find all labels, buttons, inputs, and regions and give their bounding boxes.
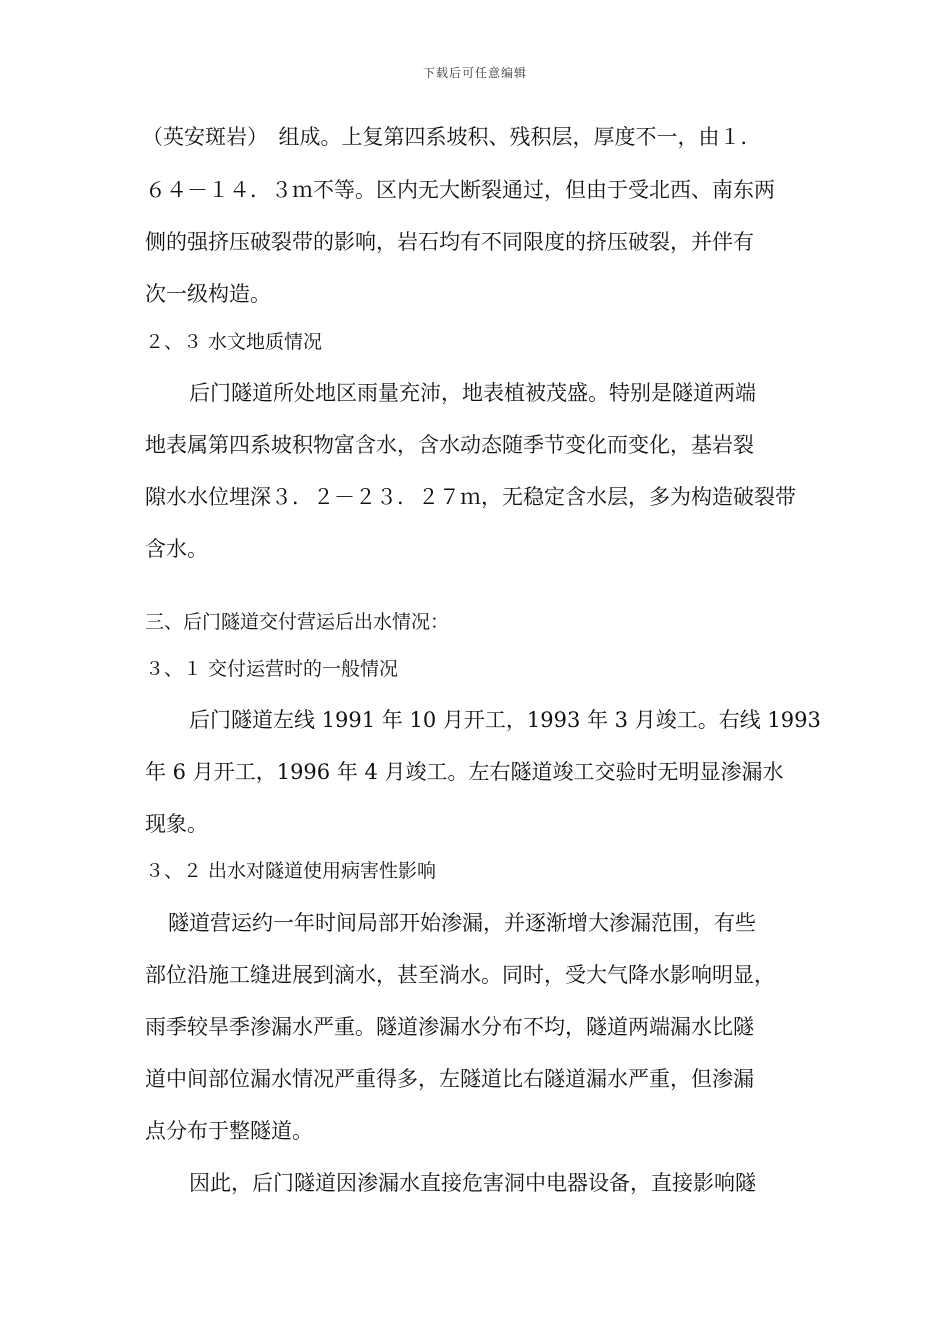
paragraph-line: 次一级构造。 [145, 282, 271, 306]
section-heading-3-1: ３、１ 交付运营时的一般情况 [145, 658, 399, 680]
paragraph-line: 隙水水位埋深３．２－２３．２７ｍ，无稳定含水层，多为构造破裂带 [145, 485, 796, 509]
chapter-heading-3: 三、后门隧道交付营运后出水情况： [145, 611, 450, 633]
paragraph-line: 雨季较旱季渗漏水严重。隧道渗漏水分布不均，隧道两端漏水比隧 [145, 1015, 754, 1039]
paragraph-line: 道中间部位漏水情况严重得多，左隧道比右隧道漏水严重，但渗漏 [145, 1067, 754, 1091]
page-header: 下载后可任意编辑 [422, 66, 527, 80]
paragraph-line: 因此，后门隧道因渗漏水直接危害洞中电器设备，直接影响隧 [168, 1171, 756, 1195]
paragraph-line: （英安斑岩） 组成。上复第四系坡积、残积层，厚度不一，由１． [142, 125, 762, 149]
paragraph-line: 后门隧道左线 1991 年 10 月开工，1993 年 3 月竣工。右线 1993 [168, 708, 821, 732]
paragraph-line: 隧道营运约一年时间局部开始渗漏，并逐渐增大渗漏范围，有些 [168, 911, 756, 935]
paragraph-line: ６４－１４．３ｍ不等。区内无大断裂通过，但由于受北西、南东两 [145, 178, 775, 202]
paragraph-line: 含水。 [145, 537, 208, 561]
paragraph-line: 年 6 月开工，1996 年 4 月竣工。左右隧道竣工交验时无明显渗漏水 [145, 760, 784, 784]
paragraph-line: 地表属第四系坡积物富含水，含水动态随季节变化而变化，基岩裂 [145, 433, 754, 457]
paragraph-line: 部位沿施工缝进展到滴水，甚至淌水。同时，受大气降水影响明显， [145, 963, 775, 987]
section-heading-2-3: ２、３ 水文地质情况 [145, 331, 323, 353]
section-heading-3-2: ３、２ 出水对隧道使用病害性影响 [145, 860, 437, 882]
paragraph-line: 侧的强挤压破裂带的影响，岩石均有不同限度的挤压破裂，并伴有 [145, 230, 754, 254]
paragraph-line: 现象。 [145, 812, 208, 836]
paragraph-line: 点分布于整隧道。 [145, 1119, 313, 1143]
paragraph-line: 后门隧道所处地区雨量充沛，地表植被茂盛。特别是隧道两端 [168, 381, 756, 405]
